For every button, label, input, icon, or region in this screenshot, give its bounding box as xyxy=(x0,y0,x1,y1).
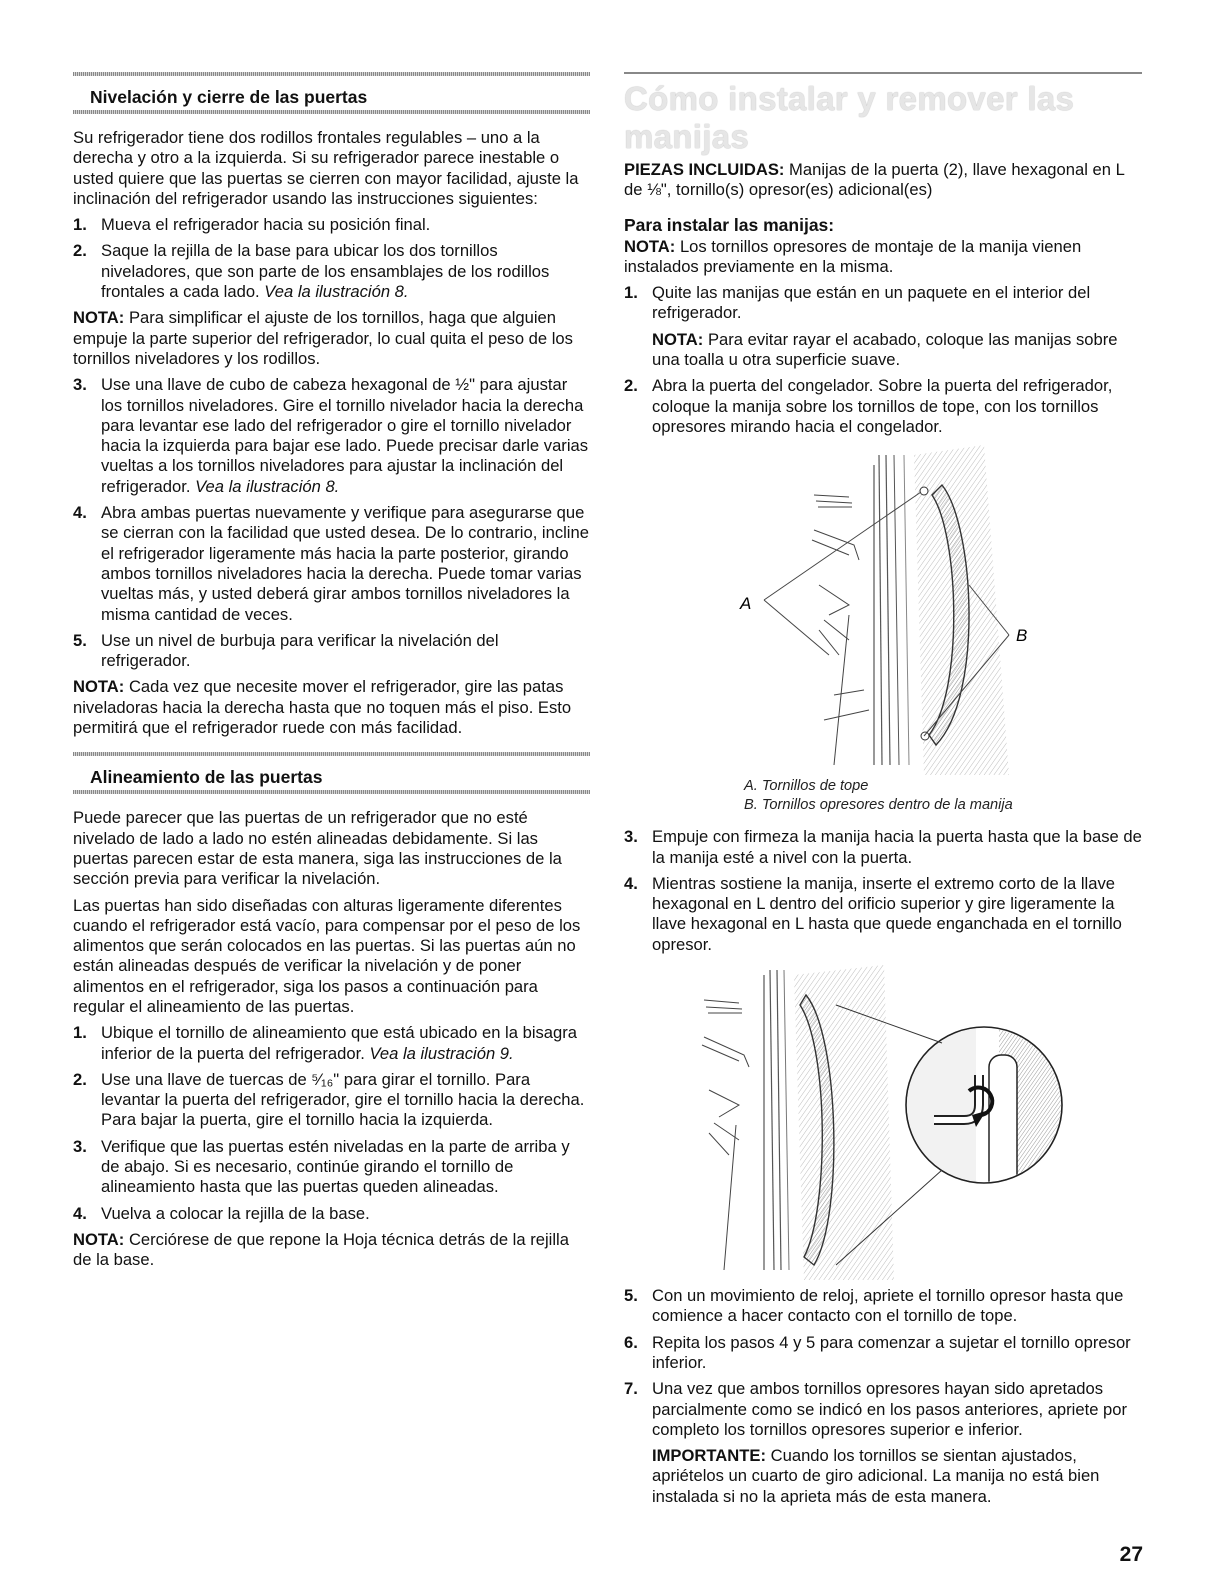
step-text xyxy=(652,283,1142,370)
label-a: A xyxy=(740,594,752,614)
step-number: 2. xyxy=(624,376,638,396)
left-column xyxy=(73,72,590,1277)
note-label: NOTA: xyxy=(73,308,125,328)
list-item xyxy=(73,631,590,672)
step-body: Una vez que ambos tornillos opresores hayan sido apretados parcialmente como se indicó en los pasos anteriores, apriete por completo los tornillos opresores superior e inferior. xyxy=(652,1379,1128,1439)
list-item xyxy=(624,827,1142,868)
leveling-note-1 xyxy=(73,308,590,369)
list-item xyxy=(73,503,590,625)
right-column xyxy=(624,72,1142,1513)
step-note xyxy=(652,330,1142,371)
section-heading-leveling: Nivelación y cierre de las puertas xyxy=(73,72,590,114)
page-title: Cómo instalar y remover las manijas xyxy=(624,80,1075,155)
step-text xyxy=(101,1023,590,1064)
list-item xyxy=(624,1286,1142,1327)
leveling-intro: Su refrigerador tiene dos rodillos frontales regulables – uno a la derecha y otro a la izquierda. Si su refrigerador parece inestable o usted quiere que las puertas se cierren con mayor facilidad, ajuste la inclinación del refrigerador usando las instrucciones siguientes: xyxy=(73,128,579,208)
step-number: 6. xyxy=(624,1332,638,1352)
important-text: Cuando los tornillos se sientan ajustados, apriételos un cuarto de giro adicional. La manija no está bien instalada si no la aprieta más de esta manera. xyxy=(652,1446,1100,1506)
list-item xyxy=(624,1333,1142,1374)
step-number: 1. xyxy=(624,283,638,303)
step-text xyxy=(101,241,590,302)
alignment-steps xyxy=(73,1023,590,1224)
important-label: IMPORTANTE: xyxy=(652,1446,766,1466)
step-text: Empuje con firmeza la manija hacia la puerta hasta que la base de la manija esté a nivel con la puerta. xyxy=(652,827,1142,867)
step-body: Saque la rejilla de la base para ubicar los dos tornillos niveladores, que son parte de los ensamblajes de los rodillos frontales a cada lado. xyxy=(101,241,550,302)
note-text: Para simplificar el ajuste de los tornillos, haga que alguien empuje la parte superior del refrigerador, lo cual quita el peso de los tornillos niveladores y los rodillos. xyxy=(73,308,573,368)
handle-illustration-1 xyxy=(624,445,1142,775)
step-text: Use un nivel de burbuja para verificar la nivelación del refrigerador. xyxy=(101,630,499,671)
note-label: NOTA: xyxy=(73,1229,125,1249)
step-text: Mientras sostiene la manija, inserte el extremo corto de la llave hexagonal en L dentro del orificio superior y gire ligeramente la llave hexagonal en L hasta que quede enganchada en el tornillo opresor. xyxy=(652,873,1122,954)
handle-illustration-2 xyxy=(624,965,1142,1280)
note-label: NOTA: xyxy=(624,236,676,256)
parts-label: PIEZAS INCLUIDAS: xyxy=(624,160,785,179)
step-number: 5. xyxy=(73,630,87,650)
step-text: Verifique que las puertas estén niveladas en la parte de arriba y de abajo. Si es necesario, continúe girando el tornillo de alineamiento hasta que las puertas queden alineadas. xyxy=(101,1136,570,1197)
alignment-para-1: Puede parecer que las puertas de un refrigerador que no esté nivelado de lado a lado no estén alineadas debidamente. Si las puertas parecen estar de esta manera, siga las instrucciones de la sección previa para verificar la nivelación. xyxy=(73,808,562,889)
list-item xyxy=(73,375,590,497)
install-note xyxy=(624,237,1142,278)
subheading-install-handles: Para instalar las manijas: xyxy=(624,214,835,235)
illustration-reference: Vea la ilustración 9. xyxy=(369,1043,514,1063)
list-item xyxy=(624,1379,1142,1507)
page-number: 27 xyxy=(1119,1543,1143,1566)
list-item xyxy=(624,376,1142,437)
step-text: Con un movimiento de reloj, apriete el tornillo opresor hasta que comience a hacer contacto con el tornillo de tope. xyxy=(652,1286,1124,1326)
step-text: Abra ambas puertas nuevamente y verifique para asegurarse que se cierran con la facilidad que usted desea. De lo contrario, incline el refrigerador ligeramente más hacia la parte posterior, girando ambos tornillos niveladores hacia la derecha. Puede tomar varias vueltas más, y usted deberá girar ambos tornillos niveladores la misma cantidad de veces. xyxy=(101,503,589,624)
step-number: 4. xyxy=(73,503,87,523)
note-text: Para evitar rayar el acabado, coloque las manijas sobre una toalla u otra superficie suave. xyxy=(652,329,1118,370)
list-item xyxy=(73,1070,590,1131)
step-number: 5. xyxy=(624,1286,638,1306)
step-text xyxy=(652,1379,1142,1507)
leveling-note-2 xyxy=(73,677,590,738)
step-number: 3. xyxy=(624,827,638,847)
step-number: 4. xyxy=(624,873,638,893)
note-label: NOTA: xyxy=(652,329,704,349)
step-body: Ubique el tornillo de alineamiento que está ubicado en la bisagra inferior de la puerta del refrigerador. xyxy=(101,1023,578,1063)
illustration-reference: Vea la ilustración 8. xyxy=(264,282,409,302)
install-steps-b xyxy=(624,827,1142,955)
caption-a: A. Tornillos de tope xyxy=(744,778,869,795)
handle-illustration-1-svg xyxy=(624,445,1142,775)
step-text: Use una llave de tuercas de ⁵⁄₁₆" para girar el tornillo. Para levantar la puerta del refrigerador, gire el tornillo hacia la derecha. Para bajar la puerta, gire el tornillo hacia la izquierda. xyxy=(101,1069,585,1130)
step-number: 3. xyxy=(73,375,87,395)
step-number: 2. xyxy=(73,241,87,261)
step-text: Abra la puerta del congelador. Sobre la puerta del refrigerador, coloque la manija sobre los tornillos de tope, con los tornillos opresores mirando hacia el congelador. xyxy=(652,376,1113,436)
note-text: Cada vez que necesite mover el refrigerador, gire las patas niveladoras hacia la derecha hasta que no toquen más el piso. Esto permitirá que el refrigerador ruede con más facilidad. xyxy=(73,677,572,738)
step-body: Quite las manijas que están en un paquete en el interior del refrigerador. xyxy=(652,283,1091,323)
leveling-steps-b xyxy=(73,375,590,671)
note-text: Cerciórese de que repone la Hoja técnica detrás de la rejilla de la base. xyxy=(73,1229,569,1270)
alignment-note xyxy=(73,1230,590,1271)
step-number: 1. xyxy=(73,215,87,235)
step-text xyxy=(101,375,590,497)
list-item xyxy=(73,215,590,235)
important-note xyxy=(652,1446,1142,1507)
title-rule xyxy=(624,72,1142,74)
step-number: 3. xyxy=(73,1136,87,1156)
step-text: Mueva el refrigerador hacia su posición final. xyxy=(101,215,431,235)
label-b: B xyxy=(1016,626,1028,646)
section-heading-alignment: Alineamiento de las puertas xyxy=(73,752,590,794)
list-item xyxy=(73,1204,590,1224)
list-item xyxy=(624,283,1142,370)
note-text: Los tornillos opresores de montaje de la manija vienen instalados previamente en la misma. xyxy=(624,236,1082,276)
step-body: Use una llave de cubo de cabeza hexagonal de ½" para ajustar los tornillos niveladores. Gire el tornillo nivelador hacia la derecha para levantar ese lado del refrigerador o gire el tornillo nivelador hacia la izquierda para bajar ese lado. Puede precisar darle varias vueltas a los tornillos niveladores para ajustar la inclinación del refrigerador. xyxy=(101,375,589,496)
list-item xyxy=(73,241,590,302)
illustration-reference: Vea la ilustración 8. xyxy=(195,476,340,496)
step-text: Vuelva a colocar la rejilla de la base. xyxy=(101,1203,370,1223)
list-item xyxy=(624,874,1142,955)
leveling-steps-a xyxy=(73,215,590,302)
install-steps-c xyxy=(624,1286,1142,1507)
step-text: Repita los pasos 4 y 5 para comenzar a sujetar el tornillo opresor inferior. xyxy=(652,1332,1131,1372)
note-label: NOTA: xyxy=(73,677,125,697)
step-number: 4. xyxy=(73,1203,87,1223)
list-item xyxy=(73,1137,590,1198)
handle-illustration-2-svg xyxy=(624,965,1142,1280)
step-number: 7. xyxy=(624,1379,638,1399)
step-number: 1. xyxy=(73,1023,87,1043)
list-item xyxy=(73,1023,590,1064)
caption-b: B. Tornillos opresores dentro de la manija xyxy=(744,797,1013,814)
alignment-para-2: Las puertas han sido diseñadas con alturas ligeramente diferentes cuando el refrigerador está vacío, para compensar por el peso de los alimentos que serán colocados en las puertas. Si las puertas aún no están alineadas después de verificar la nivelación y de poner alimentos en el refrigerador, siga los pasos a continuación para regular el alineamiento de las puertas. xyxy=(73,895,581,1016)
parts-included xyxy=(624,160,1142,201)
parts-text: Manijas de la puerta (2), llave hexagonal en L de ⅛", tornillo(s) opresor(es) adicional(es) xyxy=(624,160,1125,200)
install-steps-a xyxy=(624,283,1142,437)
step-number: 2. xyxy=(73,1069,87,1089)
